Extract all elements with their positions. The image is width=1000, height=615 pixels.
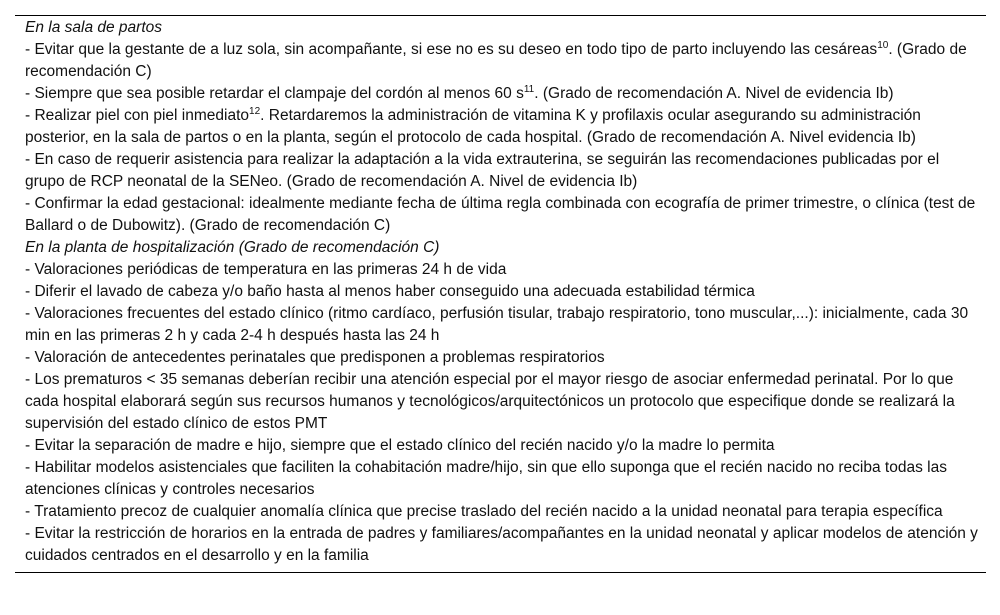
recommendations-table [15, 15, 986, 573]
list-item: - Evitar que la gestante de a luz sola, sin acompañante, si ese no es su deseo en todo tipo de parto incluyendo las cesáreas$^{10}$. (Grado de recomendación C) [25, 40, 967, 80]
list-item: - Confirmar la edad gestacional: idealmente mediante fecha de última regla combinada con ecografía de primer trimestre, o clínica (test de Ballard o de Dubowitz). (Grado de recomendación C) [25, 195, 976, 234]
list-item: - Siempre que sea posible retardar el clampaje del cordón al menos 60 $s^{11}$. (Grado de recomendación A. Nivel de evidencia Ib) [25, 84, 894, 102]
list-item: - Evitar la restricción de horarios en la entrada de padres y familiares/acompañantes en la unidad neonatal y aplicar modelos de atención y cuidados centrados en el desarrollo y en la familia [25, 525, 978, 564]
list-item: - Valoración de antecedentes perinatales que predisponen a problemas respiratorios [25, 349, 605, 366]
list-item: - Evitar la separación de madre e hijo, siempre que el estado clínico del recién nacido y/o la madre lo permita [25, 437, 775, 454]
list-item: - Realizar piel con piel inmediato$^{12}$. Retardaremos la administración de vitamina K y profilaxis ocular asegurando su administración posterior, en la sala de partos o en la planta, según el protocolo de cada hospital. (Grado de recomendación A. Nivel evidencia Ib) [25, 106, 921, 146]
list-item: - Diferir el lavado de cabeza y/o baño hasta al menos haber conseguido una adecuada estabilidad térmica [25, 283, 755, 300]
section-heading-delivery-room: En la sala de partos [25, 19, 163, 36]
list-item: - Tratamiento precoz de cualquier anomalía clínica que precise traslado del recién nacido a la unidad neonatal para terapia específica [25, 503, 943, 520]
list-item: - Los prematuros < 35 semanas deberían recibir una atención especial por el mayor riesgo de asociar enfermedad perinatal. Por lo que cada hospital elaborará según sus recursos humanos y tecnológicos/arquitectónicos un protocolo que especifique donde se realizará la supervisión del estado clínico de estos PMT [25, 371, 955, 432]
list-item: - Habilitar modelos asistenciales que faciliten la cohabitación madre/hijo, sin que ello suponga que el recién nacido no reciba todas las atenciones clínicas y controles necesarios [25, 459, 947, 498]
list-item: - En caso de requerir asistencia para realizar la adaptación a la vida extrauterina, se seguirán las recomendaciones publicadas por el grupo de RCP neonatal de la SENeo. (Grado de recomendación A. Nivel de evidencia Ib) [25, 151, 940, 190]
list-item: - Valoraciones periódicas de temperatura en las primeras 24 h de vida [25, 261, 507, 278]
list-item: - Valoraciones frecuentes del estado clínico (ritmo cardíaco, perfusión tisular, trabajo respiratorio, tono muscular,...): inicialmente, cada 30 min en las primeras 2 h y cada 2-4 h después hasta las 24 h [25, 305, 969, 344]
section-heading-hospital-ward: En la planta de hospitalización (Grado de recomendación C) [25, 239, 440, 256]
